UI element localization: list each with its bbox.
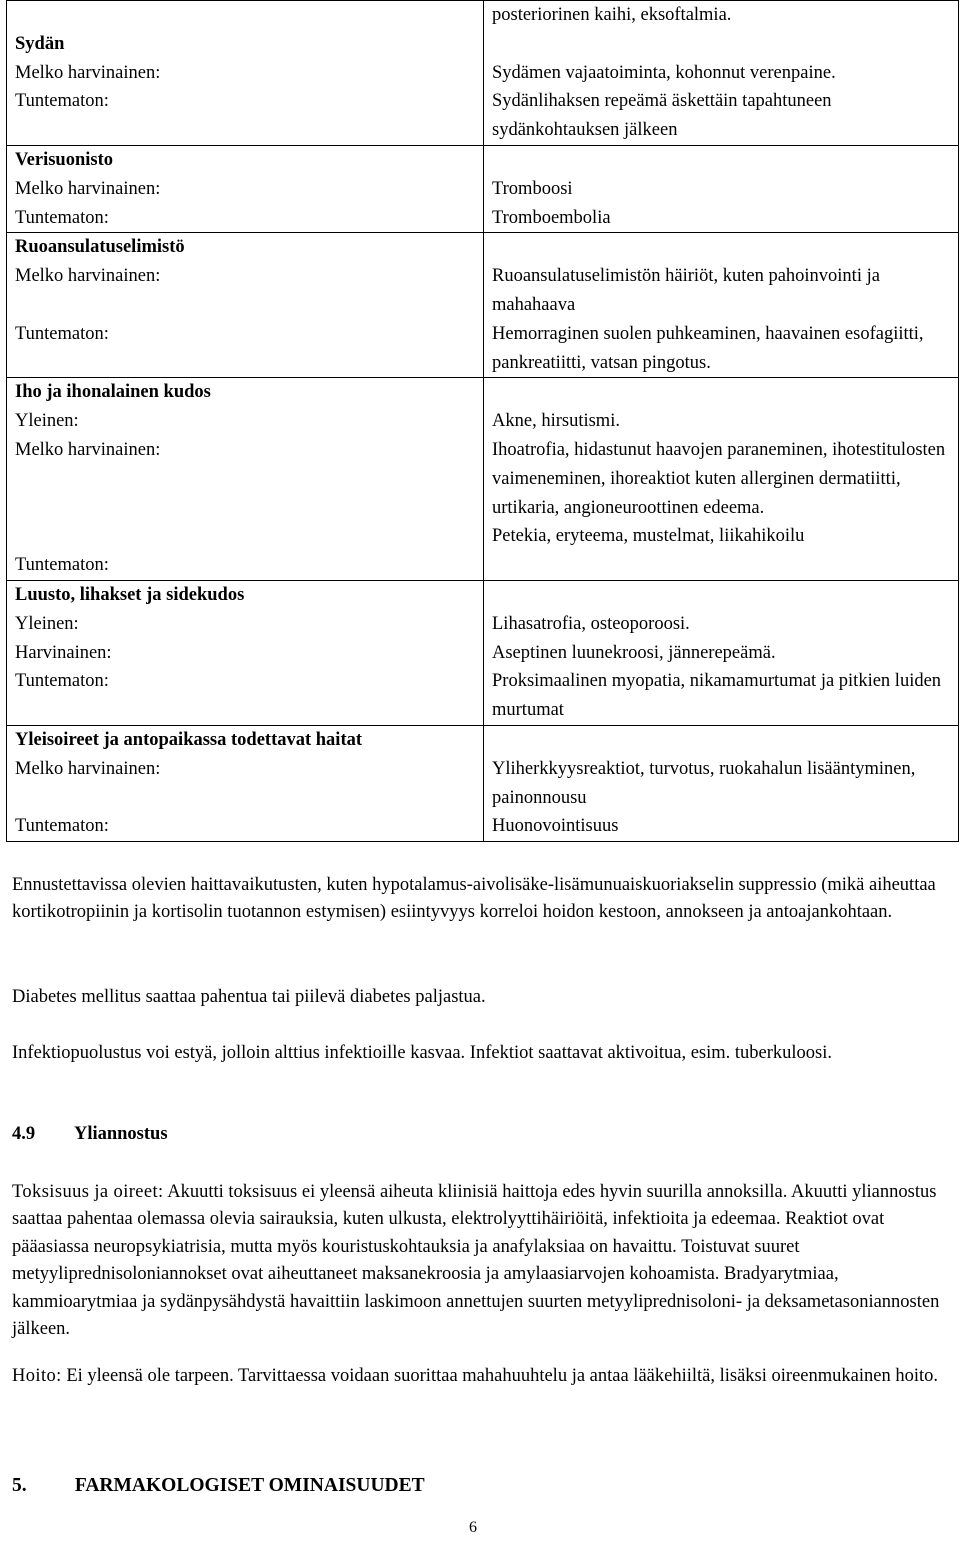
category-spacer [15, 1, 475, 30]
frequency-label: Melko harvinainen: [15, 266, 161, 287]
category-title: Yleisoireet ja antopaikassa todettavat haitat [15, 729, 363, 750]
effect-text: Ihoatrofia, hidastunut haavojen paraneminen, ihotestitulosten vaimeneminen, ihoreaktiot kuten allerginen dermatiitti, urtikaria, angioneuroottinen edeema. [492, 439, 946, 518]
frequency-label: Tuntematon: [15, 91, 109, 112]
table-cell-effect [484, 145, 959, 232]
section-number: 5. [12, 1475, 27, 1496]
section-heading-4-9 [12, 1124, 168, 1145]
table-cell-effect [484, 580, 959, 725]
effect-text [492, 726, 950, 755]
effect-text: Proksimaalinen myopatia, nikamamurtumat ja pitkien luiden murtumat [492, 671, 942, 721]
effect-text: Akne, hirsutismi. [492, 411, 620, 432]
frequency-label: Tuntematon: [15, 555, 109, 576]
effect-text: Aseptinen luunekroosi, jännerepeämä. [492, 642, 776, 663]
frequency-label: Tuntematon: [15, 671, 109, 692]
frequency-label: Tuntematon: [15, 207, 109, 228]
paragraph-hpa-suppression: Ennustettavissa olevien haittavaikutusten, kuten hypotalamus-aivolisäke-lisämunuaiskuoriakselin suppressio (mikä aiheuttaa kortikotropiinin ja kortisolin tuotannon estymisen) esiintyvyys korreloi hoidon kestoon, annokseen ja antoajankohtaan. [12, 875, 936, 923]
table-row [7, 233, 959, 378]
table-row [7, 145, 959, 232]
effect-text: Tromboosi [492, 178, 573, 199]
category-title: Ruoansulatuselimistö [15, 237, 185, 258]
effect-text: posteriorinen kaihi, eksoftalmia. [492, 5, 732, 25]
effect-text: Tromboembolia [492, 207, 611, 228]
frequency-label: Melko harvinainen: [15, 758, 161, 779]
table-row [7, 378, 959, 581]
effect-text [492, 378, 950, 407]
table-cell-frequency [7, 378, 484, 581]
section-heading-5 [12, 1475, 425, 1497]
frequency-label: Tuntematon: [15, 323, 109, 344]
table-cell-effect [484, 233, 959, 378]
paragraph-treatment [12, 1363, 947, 1390]
effect-text [492, 30, 950, 59]
table-cell-frequency [7, 580, 484, 725]
effect-text [492, 581, 950, 610]
frequency-label: Melko harvinainen: [15, 62, 161, 83]
effect-text [492, 146, 950, 175]
table-cell-frequency [7, 145, 484, 232]
effect-text: Sydämen vajaatoiminta, kohonnut verenpaine. [492, 62, 836, 83]
effect-text: Yliherkkyysreaktiot, turvotus, ruokahalun lisääntyminen, painonnousu [492, 758, 916, 808]
effect-text: Hemorraginen suolen puhkeaminen, haavainen esofagiitti, pankreatiitti, vatsan pingotus. [492, 323, 924, 373]
section-title: Yliannostus [73, 1124, 168, 1144]
frequency-label: Melko harvinainen: [15, 178, 161, 199]
toxicity-label: Toksisuus ja oireet: [12, 1182, 164, 1202]
frequency-label: Harvinainen: [15, 642, 112, 663]
effect-text: Ruoansulatuselimistön häiriöt, kuten pahoinvointi ja mahahaava [492, 266, 880, 315]
adverse-effects-table [6, 0, 959, 842]
category-title: Luusto, lihakset ja sidekudos [15, 584, 245, 605]
frequency-label: Melko harvinainen: [15, 439, 161, 460]
table-row [7, 725, 959, 841]
effect-text [492, 233, 950, 262]
frequency-label: Tuntematon: [15, 816, 109, 837]
effect-text: Petekia, eryteema, mustelmat, liikahikoilu [492, 526, 805, 547]
table-cell-frequency [7, 233, 484, 378]
toxicity-text: Akuutti toksisuus ei yleensä aiheuta kliinisiä haittoja edes hyvin suurilla annoksilla. Akuutti yliannostus saattaa pahentaa olemassa olevia sairauksia, kuten ulkusta, elektrolyyttihäiriöitä, infektioita ja edeemaa. Reaktiot ovat pääasiassa neuropsykiatrisia, mutta myös kouristuskohtauksia ja anafylaksiaa on havaittu. Toistuvat suuret metyyliprednisoloniannokset ovat aiheuttaneet maksanekroosia ja amylaasiarvojen kohoamista. Bradyarytmiaa, kammioarytmiaa ja sydänpysähdystä havaittiin laskimoon annettujen suurten metyyliprednisoloni- ja deksametasoniannosten jälkeen. [12, 1182, 940, 1340]
paragraph-toxicity [12, 1179, 947, 1343]
category-title: Iho ja ihonalainen kudos [15, 382, 211, 403]
table-cell-effect [484, 378, 959, 581]
treatment-text: Ei yleensä ole tarpeen. Tarvittaessa voidaan suorittaa mahahuuhtelu ja antaa lääkehiiltä, lisäksi oireenmukainen hoito. [61, 1366, 938, 1386]
table-row [7, 580, 959, 725]
table-row [7, 1, 959, 146]
page-number: 6 [469, 1519, 477, 1536]
treatment-label: Hoito: [12, 1366, 62, 1386]
table-cell-frequency [7, 1, 484, 146]
effect-text: Lihasatrofia, osteoporoosi. [492, 613, 690, 634]
section-number: 4.9 [12, 1124, 36, 1144]
category-title: Verisuonisto [15, 149, 114, 170]
category-title: Sydän [15, 33, 65, 54]
effect-text: Huonovointisuus [492, 816, 619, 837]
frequency-label: Yleinen: [15, 613, 79, 634]
section-title: FARMAKOLOGISET OMINAISUUDET [74, 1475, 425, 1496]
table-cell-frequency [7, 725, 484, 841]
paragraph-diabetes: Diabetes mellitus saattaa pahentua tai piilevä diabetes paljastua. [12, 987, 486, 1007]
frequency-label: Yleinen: [15, 411, 79, 432]
effect-text: Sydänlihaksen repeämä äskettäin tapahtuneen sydänkohtauksen jälkeen [492, 91, 832, 141]
paragraph-infection: Infektiopuolustus voi estyä, jolloin alttius infektioille kasvaa. Infektiot saattavat aktivoitua, esim. tuberkuloosi. [12, 1043, 833, 1063]
table-cell-effect [484, 725, 959, 841]
table-cell-effect [484, 1, 959, 146]
